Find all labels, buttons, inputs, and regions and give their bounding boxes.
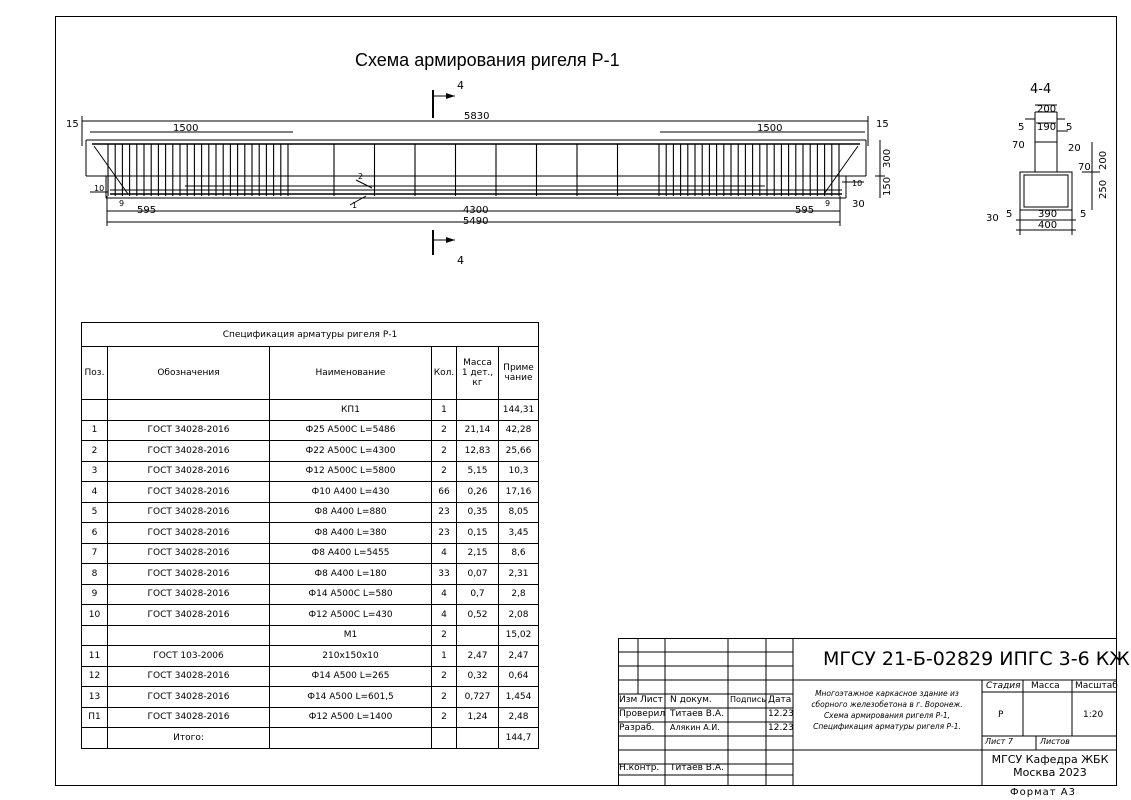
table-row [82,564,539,585]
header-pos: Поз. [82,347,108,400]
stamp-razrab-name: Алякин А.И. [670,723,720,732]
cell-mass: 21,14 [457,420,499,441]
stamp-nkontr-name: Титаев В.А. [670,763,724,773]
cell-mass: 0,32 [457,666,499,687]
format-label: Формат А3 [1010,787,1076,798]
stamp-description: Многоэтажное каркасное здание из сборного железобетона в г. Воронеж. Схема армирования ригеля Р-1, Спецификация арматуры ригеля Р-1. [811,689,963,731]
dim-height-bottom: 150 [882,176,893,196]
cell-mass [457,400,499,421]
cell-pos: 1 [82,420,108,441]
cell-mass: 2,15 [457,543,499,564]
cell-qty: 2 [432,441,457,462]
stamp-masshtab: Масштаб [1075,681,1118,691]
cell-qty: 66 [432,482,457,503]
stamp-massa: Масса [1031,681,1060,691]
stamp-proveril: Проверил [619,709,666,719]
cell-note: 10,3 [499,461,539,482]
cell-des: ГОСТ 34028-2016 [108,523,270,544]
stamp-razrab: Разраб. [619,723,655,733]
cell-des: Итого: [108,728,270,749]
beam-reinforcement-drawing [0,0,1131,300]
cell-mass: 0,52 [457,605,499,626]
sec-dim-5a: 5 [1018,122,1025,133]
cell-des: ГОСТ 34028-2016 [108,502,270,523]
cell-note: 2,47 [499,646,539,667]
header-note: Приме чание [499,347,539,400]
cell-note: 8,05 [499,502,539,523]
cell-pos [82,728,108,749]
stamp-stadia-value: Р [998,710,1004,720]
sec-dim-20: 20 [1068,143,1081,154]
cell-mass: 0,07 [457,564,499,585]
cell-pos: 6 [82,523,108,544]
cell-pos: 2 [82,441,108,462]
sec-dim-70a: 70 [1012,140,1025,151]
cell-note: 42,28 [499,420,539,441]
stamp-sheet: Лист 7 [985,737,1013,746]
cell-name: Ф8 А400 L=880 [270,502,432,523]
cell-qty [432,728,457,749]
dim-left-bottom: 595 [137,205,157,216]
cell-note: 17,16 [499,482,539,503]
cell-des: ГОСТ 103-2006 [108,646,270,667]
cell-name: Ф8 А400 L=380 [270,523,432,544]
stamp-organization: МГСУ Кафедра ЖБК Москва 2023 [991,753,1109,779]
cell-pos: 9 [82,584,108,605]
spec-caption: Спецификация арматуры ригеля Р-1 [82,323,539,347]
cell-pos: 3 [82,461,108,482]
cell-des: ГОСТ 34028-2016 [108,584,270,605]
cell-name: М1 [270,625,432,646]
cell-mass: 5,15 [457,461,499,482]
table-row [82,625,539,646]
cell-des: ГОСТ 34028-2016 [108,687,270,708]
dim-right-bottom: 595 [795,205,815,216]
cell-des: ГОСТ 34028-2016 [108,707,270,728]
cell-name: Ф12 А500 L=1400 [270,707,432,728]
cell-note: 2,8 [499,584,539,605]
table-row [82,441,539,462]
stamp-podpis: Подпись [730,695,766,704]
cell-mass [457,625,499,646]
table-row [82,584,539,605]
cell-des: ГОСТ 34028-2016 [108,543,270,564]
cell-des: ГОСТ 34028-2016 [108,461,270,482]
cell-name: Ф14 А500 L=265 [270,666,432,687]
sec-dim-400: 400 [1038,220,1058,231]
sec-dim-5d: 5 [1080,209,1087,220]
cell-qty: 1 [432,646,457,667]
cell-mass: 0,35 [457,502,499,523]
cell-pos: П1 [82,707,108,728]
spec-table [81,322,539,749]
drawing-title: Схема армирования ригеля Р-1 [355,50,620,70]
cell-note: 0,64 [499,666,539,687]
dim-height-top: 300 [882,148,893,168]
header-mass: Масса 1 дет., кг [457,347,499,400]
dim-end-left: 15 [66,119,79,130]
pos-2-label: 2 [358,172,364,181]
cell-pos: 5 [82,502,108,523]
stamp-proveril-name: Титаев В.А. [670,709,724,719]
cell-qty: 4 [432,605,457,626]
cell-des: ГОСТ 34028-2016 [108,564,270,585]
cell-note: 144,31 [499,400,539,421]
cell-des: ГОСТ 34028-2016 [108,605,270,626]
table-row [82,420,539,441]
sec-dim-250: 250 [1098,179,1109,199]
cell-pos: 12 [82,666,108,687]
sec-dim-5c: 5 [1006,209,1013,220]
dim-mid-bottom: 4300 [463,205,489,216]
dim-end-right: 15 [876,119,889,130]
cell-pos [82,625,108,646]
cell-name: Ф12 А500С L=430 [270,605,432,626]
table-row [82,461,539,482]
cell-qty: 4 [432,584,457,605]
sec-dim-390: 390 [1038,209,1058,220]
sec-dim-200-top: 200 [1037,104,1057,115]
section-title: 4-4 [1030,82,1052,97]
cell-des: ГОСТ 34028-2016 [108,482,270,503]
stamp-nkontr: Н.контр. [619,763,660,773]
table-row [82,400,539,421]
cell-mass: 0,26 [457,482,499,503]
cell-pos: 7 [82,543,108,564]
cell-mass: 1,24 [457,707,499,728]
cell-pos: 8 [82,564,108,585]
title-block [618,638,1130,786]
sec-dim-200-side: 200 [1098,150,1109,170]
cell-note: 144,7 [499,728,539,749]
table-row [82,666,539,687]
cell-name: Ф8 А400 L=180 [270,564,432,585]
cell-mass: 2,47 [457,646,499,667]
cell-mass [457,728,499,749]
cell-name [270,728,432,749]
cell-qty: 2 [432,707,457,728]
section-4-4-drawing [980,75,1115,235]
cell-pos: 11 [82,646,108,667]
cell-qty: 23 [432,523,457,544]
cell-pos: 4 [82,482,108,503]
table-row [82,687,539,708]
cell-qty: 2 [432,625,457,646]
header-qty: Кол. [432,347,457,400]
cell-name: Ф25 А500С L=5486 [270,420,432,441]
cell-qty: 23 [432,502,457,523]
section-mark-bottom: 4 [457,254,464,267]
cell-des [108,400,270,421]
pos-10-right-label: 10 [852,179,863,188]
pos-10-left-label: 10 [94,184,105,193]
stamp-proveril-date: 12.23 [768,709,794,719]
sec-dim-190: 190 [1037,122,1057,133]
stamp-ndoc: N докум. [670,695,712,705]
cell-qty: 2 [432,687,457,708]
cell-qty: 2 [432,666,457,687]
table-row [82,523,539,544]
cell-note: 25,66 [499,441,539,462]
cell-name: КП1 [270,400,432,421]
dim-overall-bottom: 5490 [463,216,489,227]
cell-name: Ф12 А500С L=5800 [270,461,432,482]
cell-note: 2,31 [499,564,539,585]
cell-mass: 0,7 [457,584,499,605]
header-designation: Обозначения [108,347,270,400]
cell-note: 1,454 [499,687,539,708]
stamp-izm: Изм [619,695,638,705]
cell-pos: 13 [82,687,108,708]
cell-mass: 12,83 [457,441,499,462]
cell-qty: 1 [432,400,457,421]
stamp-data: Дата [768,695,792,705]
cell-note: 15,02 [499,625,539,646]
pos-9-right-label: 9 [825,199,831,208]
cell-name: Ф10 А400 L=430 [270,482,432,503]
cell-des: ГОСТ 34028-2016 [108,441,270,462]
cell-des: ГОСТ 34028-2016 [108,420,270,441]
cell-note: 3,45 [499,523,539,544]
table-row [82,646,539,667]
table-row [82,707,539,728]
sec-dim-5b: 5 [1066,122,1073,133]
dim-left-zone: 1500 [173,123,199,134]
cell-mass: 0,15 [457,523,499,544]
cell-mass: 0,727 [457,687,499,708]
dim-right-zone: 1500 [757,123,783,134]
cell-pos: 10 [82,605,108,626]
cell-qty: 2 [432,420,457,441]
cell-note: 2,48 [499,707,539,728]
table-row [82,543,539,564]
cell-qty: 4 [432,543,457,564]
cell-name: Ф14 А500С L=580 [270,584,432,605]
table-row [82,502,539,523]
cell-pos [82,400,108,421]
section-mark-top: 4 [457,79,464,92]
table-row [82,482,539,503]
sec-dim-30: 30 [986,213,999,224]
header-name: Наименование [270,347,432,400]
document-code: МГСУ 21-Б-02829 ИПГС 3-6 КЖ [823,648,1130,670]
pos-9-left-label: 9 [119,199,125,208]
cell-name: Ф14 А500 L=601,5 [270,687,432,708]
cell-name: 210х150х10 [270,646,432,667]
cell-des [108,625,270,646]
table-row [82,728,539,749]
cell-qty: 2 [432,461,457,482]
stamp-list: Лист [640,695,663,705]
cell-note: 2,08 [499,605,539,626]
table-row [82,605,539,626]
stamp-stadia: Стадия [986,681,1021,691]
cell-note: 8,6 [499,543,539,564]
stamp-sheets: Листов [1040,737,1070,746]
stamp-razrab-date: 12.23 [768,723,794,733]
sec-dim-70b: 70 [1078,162,1091,173]
dim-end-right-bottom: 30 [852,199,865,210]
cell-name: Ф8 А400 L=5455 [270,543,432,564]
dim-total-top: 5830 [464,111,490,122]
pos-1-label: 1 [352,201,358,210]
cell-qty: 33 [432,564,457,585]
cell-des: ГОСТ 34028-2016 [108,666,270,687]
stamp-masshtab-value: 1:20 [1083,710,1104,720]
cell-name: Ф22 А500С L=4300 [270,441,432,462]
